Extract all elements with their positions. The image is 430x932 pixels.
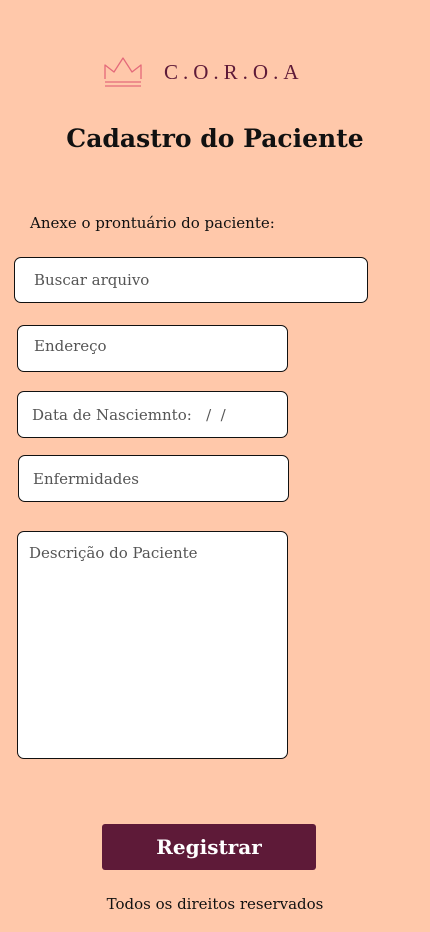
endereco-input[interactable] xyxy=(17,325,288,372)
crown-icon xyxy=(102,55,144,89)
file-upload-placeholder: Buscar arquivo xyxy=(34,271,150,289)
page-title: Cadastro do Paciente xyxy=(66,124,364,153)
register-button[interactable]: Registrar xyxy=(102,824,316,870)
file-upload-field[interactable] xyxy=(14,257,368,303)
attach-label: Anexe o prontuário do paciente: xyxy=(30,214,275,232)
descricao-textarea[interactable] xyxy=(17,531,288,759)
enfermidades-input[interactable] xyxy=(18,455,289,502)
brand-logo xyxy=(102,55,304,89)
brand-name: C.O.R.O.A xyxy=(164,59,304,84)
footer-text: Todos os direitos reservados xyxy=(106,895,324,913)
birth-date-input[interactable] xyxy=(17,391,288,438)
